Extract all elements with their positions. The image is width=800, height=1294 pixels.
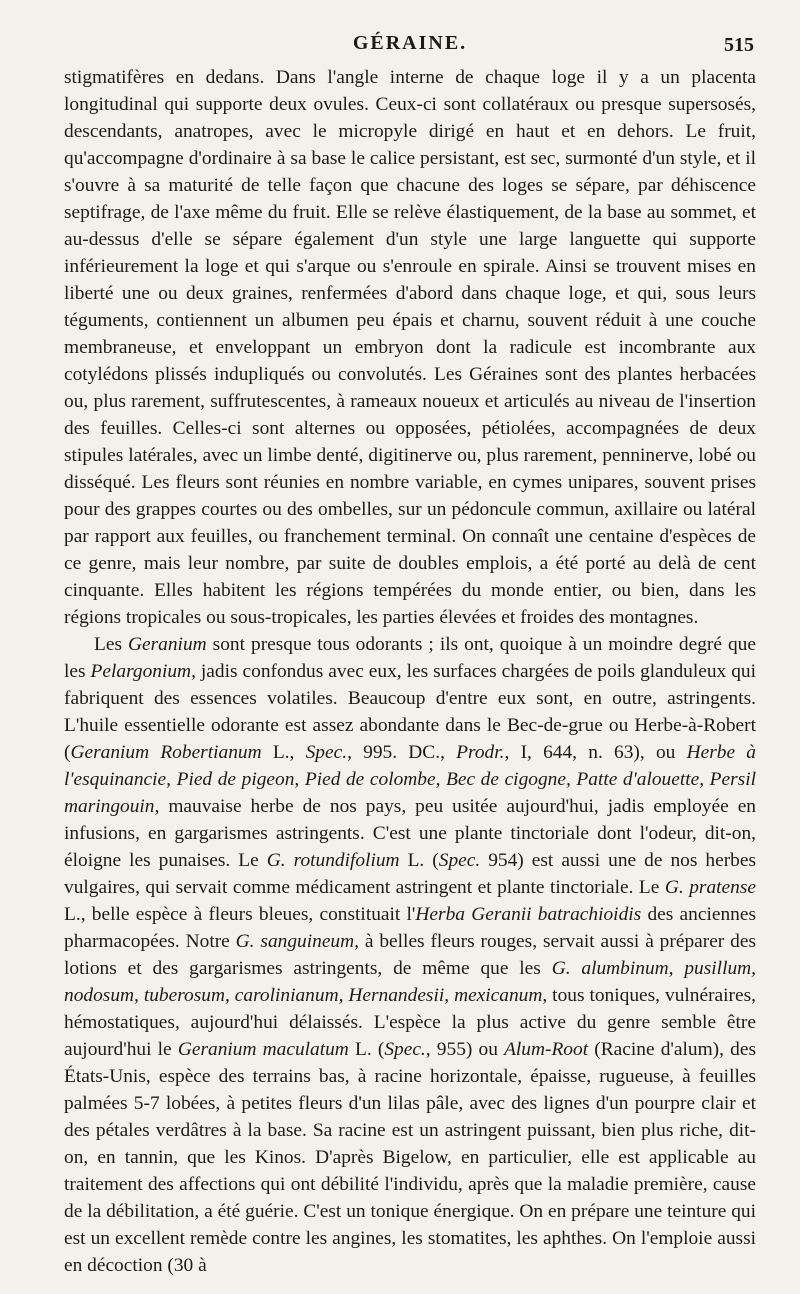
italic-text: Geranium Robertianum	[70, 742, 262, 763]
body-text	[64, 64, 756, 1279]
paragraph-1	[64, 64, 756, 631]
text-run: des anciennes pharmacopées. Notre	[64, 904, 756, 952]
italic-text: G. pratense	[664, 877, 756, 898]
italic-text: Geranium	[128, 634, 207, 655]
italic-text: Herba Geranii batrachioidis	[415, 904, 642, 925]
italic-text: G. sanguineum,	[235, 931, 359, 952]
italic-text: Alum-Root	[504, 1039, 589, 1060]
text-run: stigmatifères en dedans. Dans l'angle interne de chaque loge il y a un placenta longitudinal qui supporte deux ovules. Ceux-ci sont collatéraux ou presque supersosés, descendants, anatropes, avec le micropyle dirigé en haut et en dehors. Le fruit, qu'accompagne d'ordinaire à sa base le calice persistant, est sec, surmonté d'un style, et il s'ouvre à sa maturité de telle façon que chacune des loges se sépare, par déhiscence septifrage, de l'axe même du fruit. Elle se relève élastiquement, de la base au sommet, et au-dessus d'elle se sépare également d'un style une large languette qui supporte inférieurement la loge et qui s'arque ou s'enroule en spirale. Ainsi se trouvent mises en liberté une ou deux graines, renfermées d'abord dans chaque loge, et qui, sous leurs téguments, contiennent un albumen peu épais et charnu, souvent réduit à une couche membraneuse, et enveloppant un embryon dont la radicule est incombrante aux cotylédons plissés indupliqués ou convolutés. Les Géraines sont des plantes herbacées ou, plus rarement, suffrutescentes, à rameaux noueux et articulés au niveau de l'insertion des feuilles. Celles-ci sont alternes ou opposées, pétiolées, accompagnées de deux stipules latérales, avec un limbe denté, digitinerve ou, plus rarement, penninerve, lobé ou disséqué. Les fleurs sont réunies en nombre variable, en cymes unipares, souvent prises pour des grappes courtes ou des ombelles, sur un pédoncule commun, axillaire ou latéral par rapport aux feuilles, ou franchement terminal. On connaît une centaine d'espèces de ce genre, mais leur nombre, par suite de doubles emplois, a été porté au delà de cent cinquante. Elles habitent les régions tempérées du monde entier, ou bien, dans les régions tropicales ou sous-tropicales, les parties élevées et froides des montagnes.	[64, 67, 756, 628]
text-run: (Racine d'alum), des États-Unis, espèce des terrains bas, à racine horizontale, épaisse, rugueuse, à feuilles palmées 5-7 lobées, à petites fleurs d'un lilas pâle, avec des lignes d'un pourpre clair et des pétales verdâtres à la base. Sa racine est un astringent puissant, bien plus riche, dit-on, en tannin, que les Kinos. D'après Bigelow, en particulier, elle est applicable au traitement des affections qui ont débilité l'individu, après que la maladie première, cause de la débilitation, a été guérie. C'est un tonique énergique. On en prépare une teinture qui est un excellent remède contre les angines, les stomatites, les aphthes. On l'emploie aussi en décoction (30 à	[64, 1039, 757, 1276]
italic-text: Spec.	[305, 742, 348, 763]
text-run: , I, 644, n. 63), ou	[504, 742, 687, 763]
text-run: Les	[94, 634, 129, 655]
text-run: , 995. DC.,	[347, 742, 457, 763]
running-title: GÉRAINE.	[352, 32, 468, 54]
text-run: L. (	[399, 850, 439, 871]
page-number: 515	[724, 34, 754, 56]
text-run: jadis confondus avec eux, les surfaces chargées de poils glanduleux qui fabriquent des essences volatiles. Beaucoup d'entre eux sont, en outre, astringents. L'huile essentielle odorante est assez abondante dans le Bec-de-grue ou Herbe-à-Robert (	[64, 661, 756, 763]
text-run: L. (	[348, 1039, 385, 1060]
italic-text: Herbe à l'esquinancie, Pied de pigeon, Pied de colombe, Bec de cigogne, Patte d'alouette, Persil maringouin,	[64, 742, 756, 817]
text-run: mauvaise herbe de nos pays, peu usitée aujourd'hui, jadis employée en infusions, en gargarismes astringents. C'est une plante tinctoriale dont l'odeur, dit-on, éloigne les punaises. Le	[64, 796, 756, 871]
text-run: , 955) ou	[425, 1039, 505, 1060]
italic-text: Prodr.	[456, 742, 505, 763]
italic-text: Spec.	[438, 850, 481, 871]
text-run: L., belle espèce à fleurs bleues, constituait l'	[64, 904, 416, 925]
text-run: 954) est aussi une de nos herbes vulgaires, qui servait comme médicament astringent et plante tinctoriale. Le	[64, 850, 756, 898]
text-run: à belles fleurs rouges, servait aussi à préparer des lotions et des gargarismes astringents, de même que les	[64, 931, 756, 979]
italic-text: Pelargonium,	[90, 661, 196, 682]
text-run: sont presque tous odorants ; ils ont, quoique à un moindre degré que les	[64, 634, 756, 682]
italic-text: G. rotundifolium	[266, 850, 400, 871]
page-header	[64, 30, 756, 64]
italic-text: G. alumbinum, pusillum, nodosum, tuberosum, carolinianum, Hernandesii, mexicanum,	[64, 958, 757, 1006]
text-run: tous toniques, vulnéraires, hémostatiques, aujourd'hui délaissés. L'espèce la plus active du genre semble être aujourd'hui le	[64, 985, 756, 1060]
italic-text: Geranium maculatum	[177, 1039, 349, 1060]
paragraph-2	[64, 631, 756, 1279]
italic-text: Spec.	[384, 1039, 426, 1060]
text-run: L.,	[261, 742, 306, 763]
